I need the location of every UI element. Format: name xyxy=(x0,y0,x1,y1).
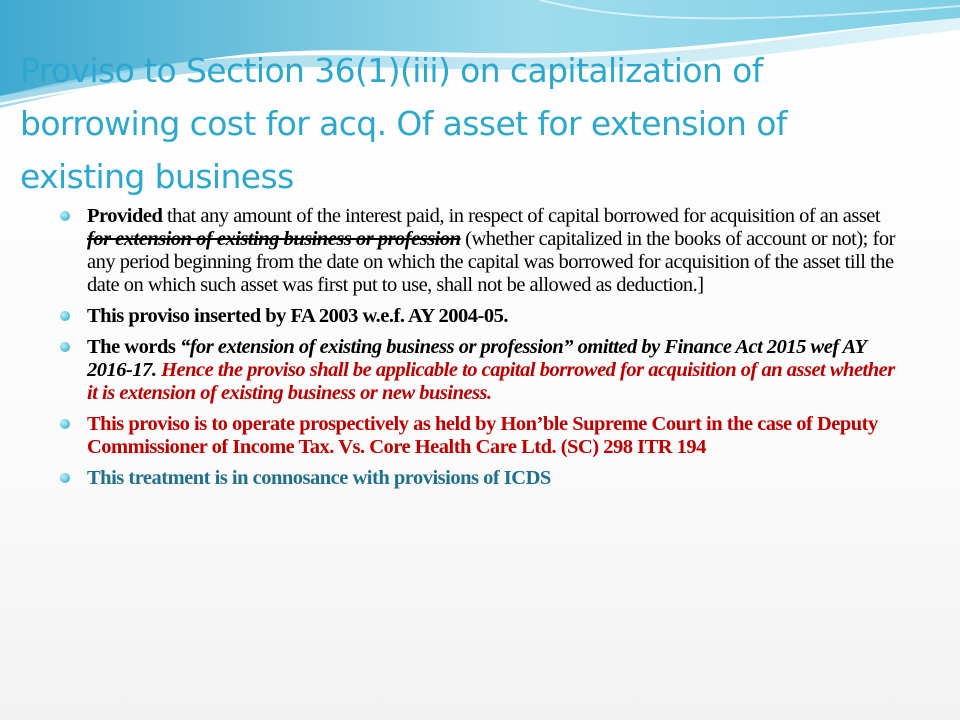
slide-title: Proviso to Section 36(1)(iii) on capitalization of borrowing cost for acq. Of asset for extension of existing business xyxy=(20,51,787,196)
bullet-text: omitted by Finance Act 2015 wef AY 2016-17. xyxy=(87,336,866,381)
bullet-text: that any amount of the interest paid, in respect of capital borrowed for acquisition of an asset xyxy=(162,205,881,227)
bullet-item xyxy=(60,205,900,297)
red-bullet-text: This proviso is to operate prospectively as held by Hon’ble Supreme Court in the case of Deputy Commissioner of Income Tax. Vs. Core Health Care Ltd. (SC) 298 ITR 194 xyxy=(87,413,878,458)
bullet-item xyxy=(60,413,900,459)
sphere-bullet-icon xyxy=(60,211,70,221)
sphere-bullet-icon xyxy=(60,311,70,321)
sphere-bullet-icon xyxy=(60,419,70,429)
italic-quote-text: “for extension of existing business or profession” xyxy=(179,336,573,358)
bullet-item xyxy=(60,467,900,490)
bullet-text: This proviso inserted by FA 2003 w.e.f. AY 2004-05. xyxy=(87,305,508,327)
red-italic-text: Hence the proviso shall be applicable to capital borrowed for acquisition of an asset whether it is extension of existing business or new business. xyxy=(87,359,895,404)
struck-italic-text: for extension of existing business or profession xyxy=(87,228,461,250)
bullet-text: (whether capitalized in the books of account or not); for any period beginning from the date on which the capital was borrowed for acquisition of the asset till the date on which such asset was first put to use, shall not be allowed as deduction.] xyxy=(87,228,895,296)
lead-bold-text: Provided xyxy=(87,205,163,227)
bullet-list xyxy=(60,205,900,498)
bullet-text: The words xyxy=(87,336,180,358)
bullet-item xyxy=(60,305,900,328)
sphere-bullet-icon xyxy=(60,342,70,352)
bullet-item xyxy=(60,336,900,405)
sphere-bullet-icon xyxy=(60,473,70,483)
teal-bullet-text: This treatment is in connosance with provisions of ICDS xyxy=(87,467,551,489)
